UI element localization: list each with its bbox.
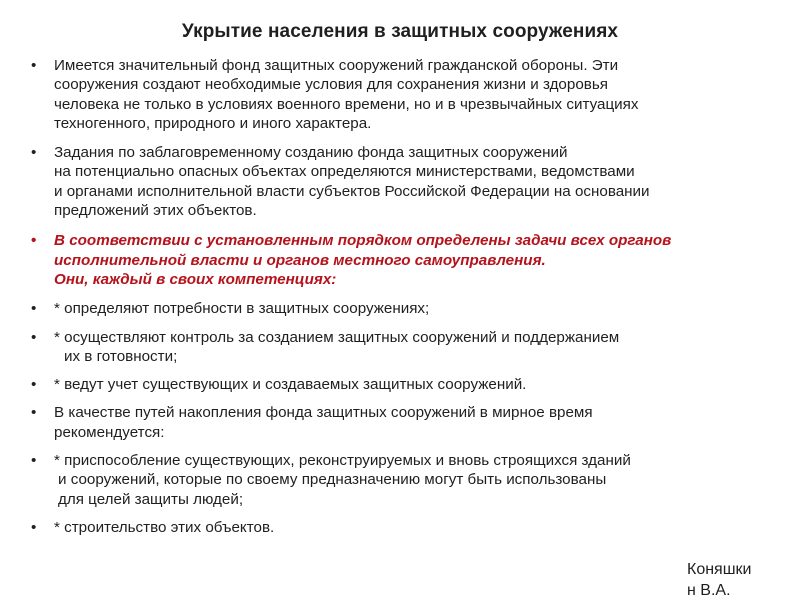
- bullet-icon: •: [31, 57, 37, 74]
- text-line: и органами исполнительной власти субъектов Российской Федерации на основании: [54, 182, 650, 200]
- list-item: [31, 375, 781, 394]
- bullet-icon: •: [31, 232, 37, 250]
- list-item: [31, 451, 781, 509]
- text-line: * приспособление существующих, реконструируемых и вновь строящихся зданий: [54, 452, 631, 470]
- slide-title: Укрытие населения в защитных сооружениях: [181, 21, 619, 42]
- text-line: техногенного, природного и иного характера.: [54, 114, 372, 132]
- text-line: на потенциально опасных объектах определяются министерствами, ведомствами: [54, 163, 635, 181]
- bullet-icon: •: [31, 404, 37, 422]
- list-item-text: [54, 451, 781, 509]
- list-item: [31, 403, 781, 442]
- list-item-text: [54, 56, 781, 133]
- text-line: сооружения создают необходимые условия для сохранения жизни и здоровья: [54, 76, 608, 94]
- bullet-list: [31, 56, 781, 537]
- text-line: В качестве путей накопления фонда защитных сооружений в мирное время: [54, 404, 593, 422]
- bullet-icon: •: [31, 328, 37, 346]
- text-line: для целей защиты людей;: [58, 490, 244, 508]
- text-line: Они, каждый в своих компетенциях:: [54, 270, 337, 288]
- text-line: человека не только в условиях военного времени, но и в чрезвычайных ситуациях: [54, 95, 639, 113]
- list-item: [31, 143, 781, 220]
- list-item-text: [54, 375, 781, 394]
- list-item: [31, 299, 781, 318]
- bullet-icon: •: [31, 452, 37, 470]
- text-line: исполнительной власти и органов местного самоуправления.: [54, 251, 546, 269]
- list-item: [31, 56, 781, 133]
- text-line: и сооружений, которые по своему предназначению могут быть использованы: [58, 471, 607, 489]
- bullet-icon: •: [31, 376, 37, 394]
- text-line: В соответствии с установленным порядком определены задачи всех органов: [54, 232, 672, 250]
- list-item-text: [54, 143, 781, 220]
- author-line: Коняшки: [687, 561, 752, 578]
- text-line: * ведут учет существующих и создаваемых защитных сооружений.: [54, 376, 527, 394]
- author-line: н В.А.: [687, 582, 731, 599]
- text-line: рекомендуется:: [54, 423, 165, 441]
- list-item-emphasis: [31, 231, 781, 289]
- bullet-icon: •: [31, 144, 37, 162]
- text-line: * определяют потребности в защитных сооружениях;: [54, 300, 430, 318]
- list-item: [31, 328, 781, 367]
- text-line: * осуществляют контроль за созданием защитных сооружений и поддержанием: [54, 328, 620, 346]
- list-item-text: [54, 518, 781, 537]
- list-item-text: [54, 403, 781, 442]
- list-item-text: [54, 299, 781, 318]
- text-line: предложений этих объектов.: [54, 202, 257, 220]
- text-line: их в готовности;: [64, 347, 178, 365]
- list-item: [31, 518, 781, 537]
- text-line: Задания по заблаговременному созданию фонда защитных сооружений: [54, 144, 568, 162]
- text-line: * строительство этих объектов.: [54, 518, 275, 536]
- text-line: Имеется значительный фонд защитных сооружений гражданской обороны. Эти: [54, 57, 619, 74]
- list-item-text: [54, 328, 781, 367]
- author-credit: [687, 559, 752, 601]
- bullet-icon: •: [31, 300, 37, 318]
- list-item-text: [54, 231, 781, 289]
- bullet-icon: •: [31, 518, 37, 536]
